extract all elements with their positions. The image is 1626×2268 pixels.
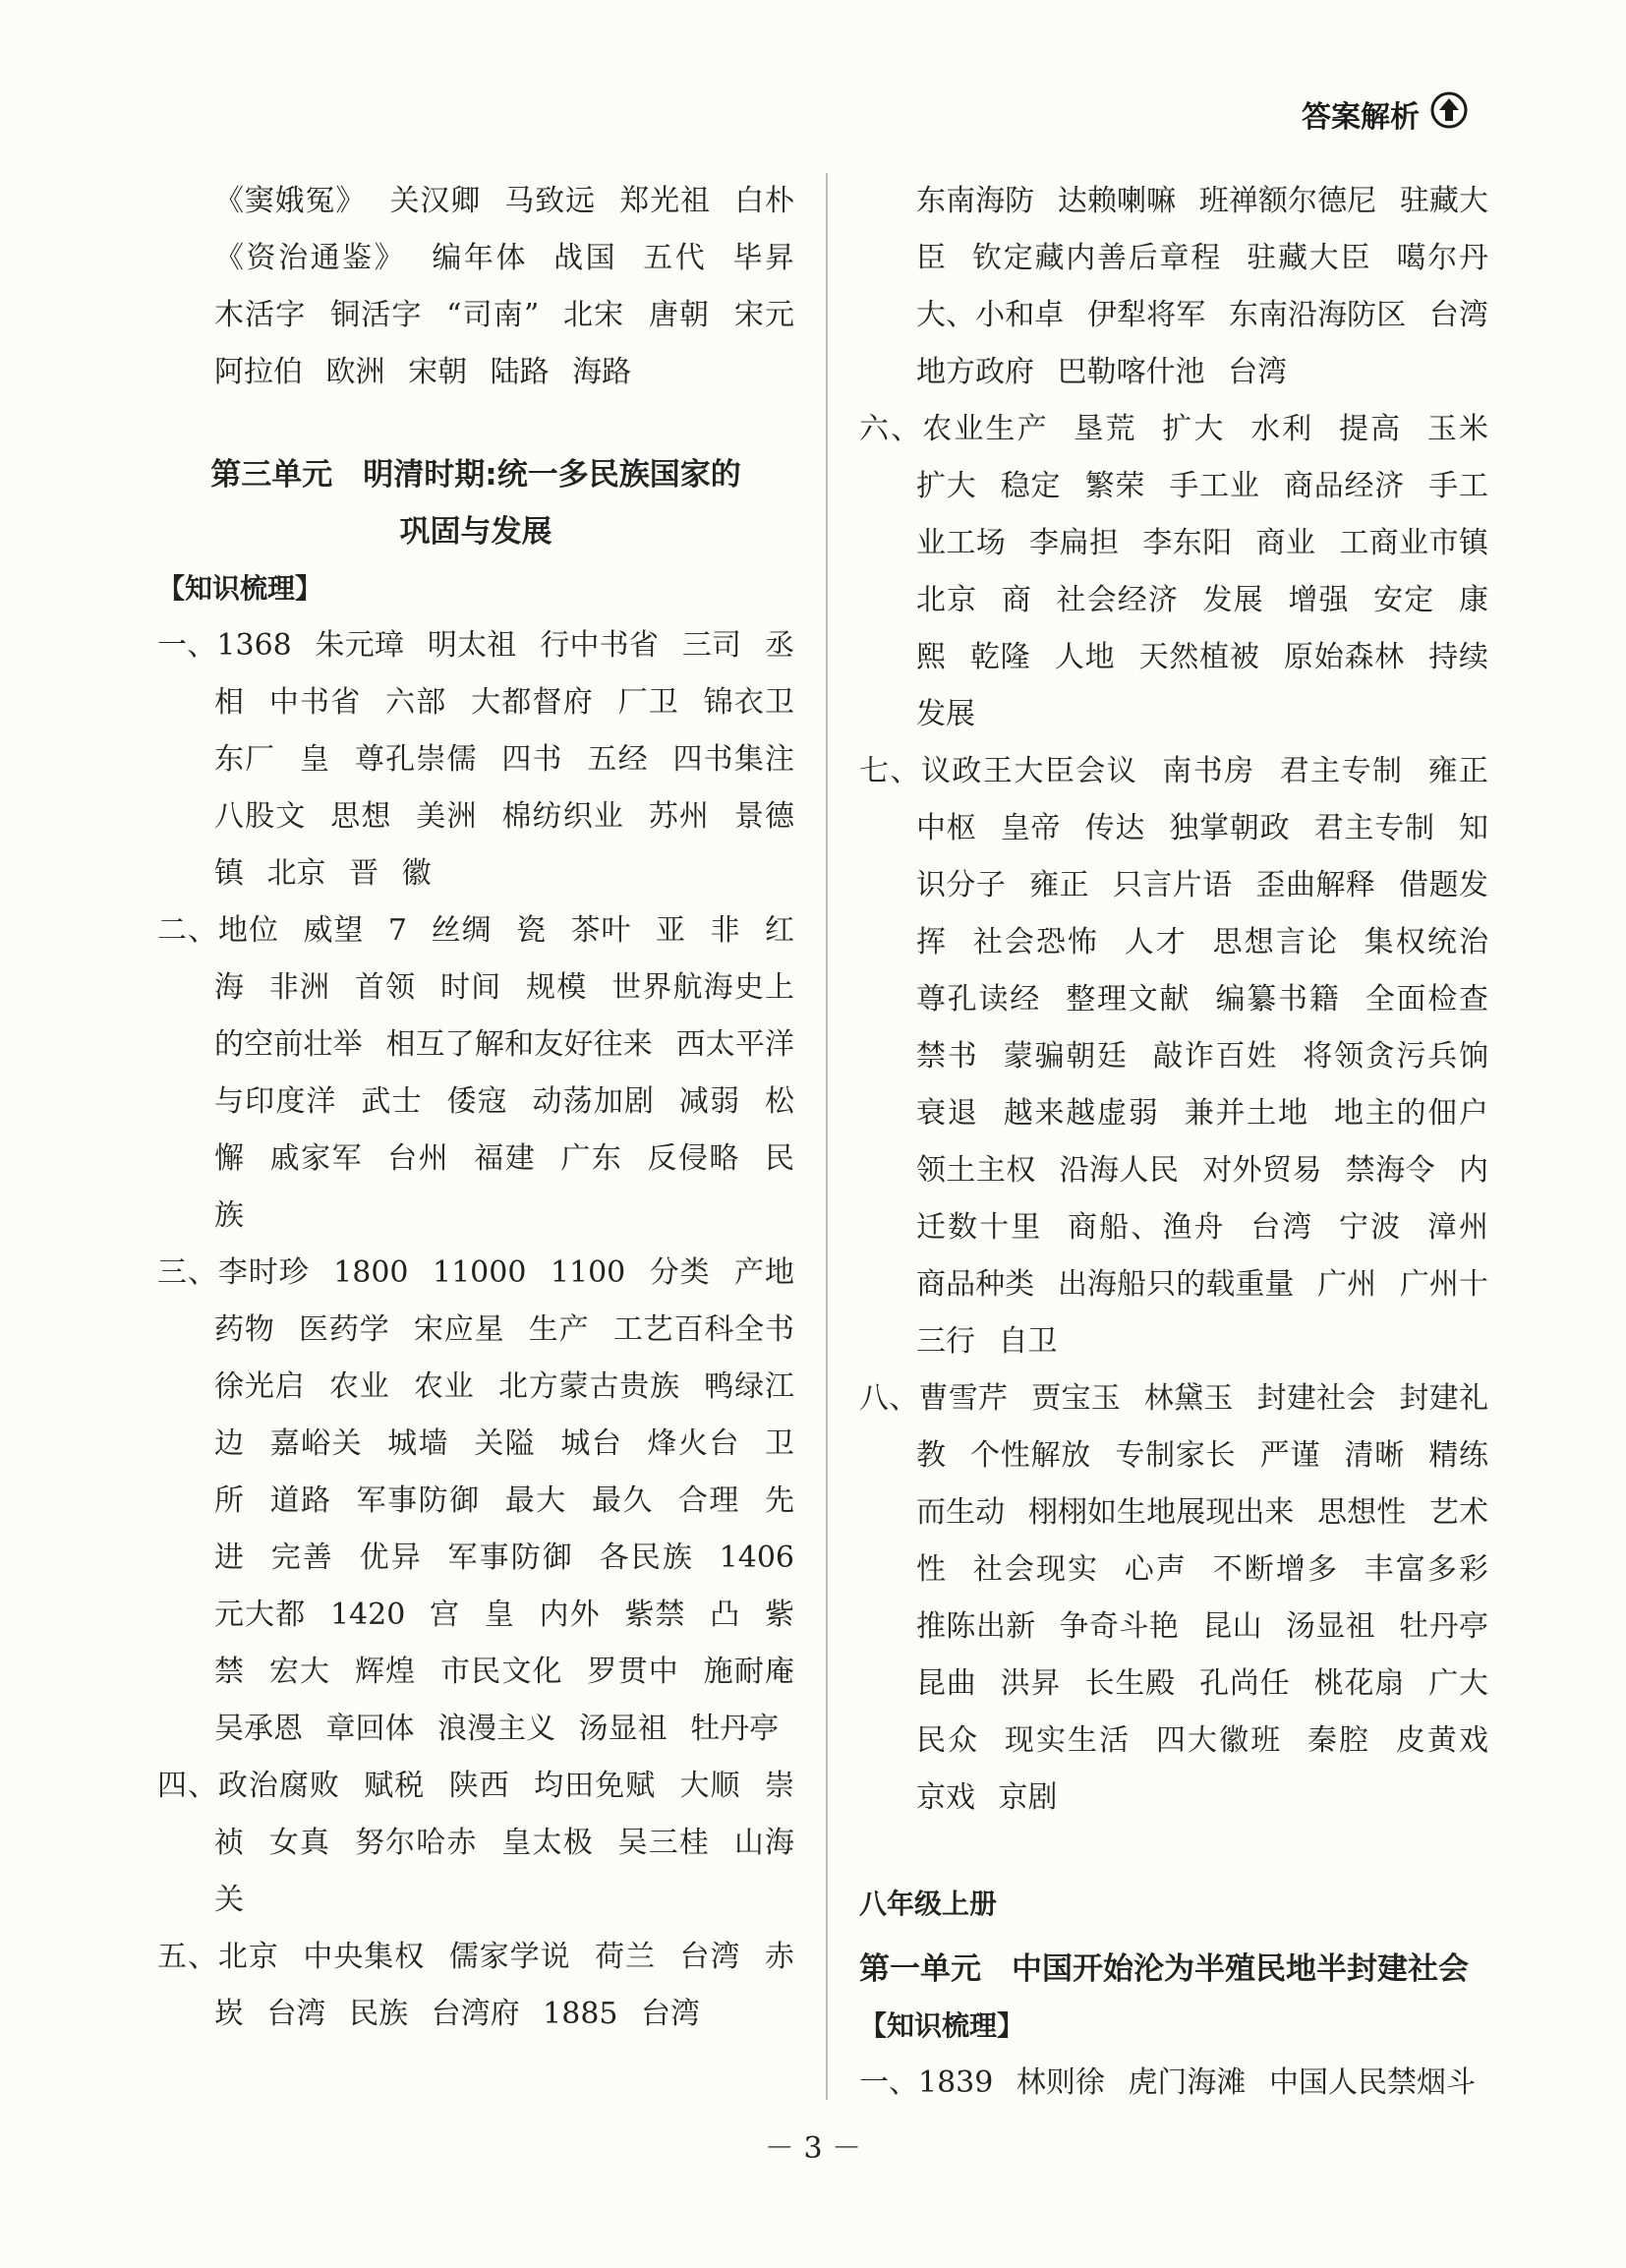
list-item: 六、农业生产 垦荒 扩大 水利 提高 玉米 扩大 稳定 繁荣 手工业 商品经济 手工业工场 李扁担 李东阳 商业 工商业市镇 北京 商 社会经济 发展 增强 安定 康熙 乾隆 人地 天然植被 原始森林 持续发展 xyxy=(859,412,1488,731)
list-item: 三、李时珍 1800 11000 1100 分类 产地 药物 医药学 宋应星 生产 工艺百科全书 徐光启 农业 农业 北方蒙古贵族 鸭绿江边 嘉峪关 城墙 关隘 城台 烽火台 卫所 道路 军事防御 最大 最久 合理 先进 完善 优异 军事防御 各民族 1406 元大都 1420 宫 皇 内外 紫禁 凸 紫禁 宏大 辉煌 市民文化 罗贯中 施耐庵 吴承恩 章回体 浪漫主义 汤显祖 牡丹亭 xyxy=(157,1255,794,1746)
list-item: 四、政治腐败 赋税 陕西 均田免赋 大顺 崇祯 女真 努尔哈赤 皇太极 吴三桂 山海关 xyxy=(157,1769,794,1917)
list-item: 八、曹雪芹 贾宝玉 林黛玉 封建社会 封建礼教 个性解放 专制家长 严谨 清晰 精练而生动 栩栩如生地展现出来 思想性 艺术性 社会现实 心声 不断增多 丰富多彩 推陈出新 争奇斗艳 昆山 汤显祖 牡丹亭 昆曲 洪昇 长生殿 孔尚任 桃花扇 广大民众 现实生活 四大徽班 秦腔 皮黄戏 京戏 京剧 xyxy=(859,1381,1488,1815)
list-item: 一、1839 林则徐 虎门海滩 中国人民禁烟斗 xyxy=(859,2065,1476,2100)
unit-title-line2: 巩固与发展 xyxy=(399,514,552,550)
list-item: 七、议政王大臣会议 南书房 君主专制 雍正 中枢 皇帝 传达 独掌朝政 君主专制 知识分子 雍正 只言片语 歪曲解释 借题发挥 社会恐怖 人才 思想言论 集权统治 尊孔读经 整理文献 编纂书籍 全面检查 禁书 蒙骗朝廷 敲诈百姓 将领贪污兵饷 衰退 越来越虚弱 兼并土地 地主的佃户 领土主权 沿海人民 对外贸易 禁海令 内迁数十里 商船、渔舟 台湾 宁波 漳州 商品种类 出海船只的载重量 广州 广州十三行 自卫 xyxy=(859,754,1488,1359)
page-number: － 3 － xyxy=(764,2131,862,2166)
up-arrow-circle-icon xyxy=(1429,90,1469,138)
grade-heading: 八年级上册 xyxy=(859,1888,998,1920)
left-column xyxy=(157,173,794,2043)
column-divider xyxy=(826,173,828,2100)
right-column xyxy=(859,173,1488,2112)
page-header xyxy=(1302,90,1469,138)
list-item: 二、地位 威望 7 丝绸 瓷 茶叶 亚 非 红海 非洲 首领 时间 规模 世界航海史上的空前壮举 相互了解和友好往来 西太平洋与印度洋 武士 倭寇 动荡加剧 减弱 松懈 戚家军 台州 福建 广东 反侵略 民族 xyxy=(157,913,794,1233)
list-item: 一、1368 朱元璋 明太祖 行中书省 三司 丞相 中书省 六部 大都督府 厂卫 锦衣卫 东厂 皇 尊孔崇儒 四书 五经 四书集注 八股文 思想 美洲 棉纺织业 苏州 景德镇 北京 晋 徽 xyxy=(157,628,794,891)
knowledge-tag: 【知识梳理】 xyxy=(859,2009,1025,2042)
unit-title: 第一单元 中国开始沦为半殖民地半封建社会 xyxy=(859,1951,1469,1987)
unit-title-line1: 第三单元 明清时期:统一多民族国家的 xyxy=(210,457,741,493)
list-item: 五、北京 中央集权 儒家学说 荷兰 台湾 赤崁 台湾 民族 台湾府 1885 台湾 xyxy=(157,1940,794,2031)
knowledge-tag: 【知识梳理】 xyxy=(157,572,323,605)
continuation-paragraph: 东南海防 达赖喇嘛 班禅额尔德尼 驻藏大臣 钦定藏内善后章程 驻藏大臣 噶尔丹 大、小和卓 伊犁将军 东南沿海防区 台湾地方政府 巴勒喀什池 台湾 xyxy=(916,184,1488,389)
header-label: 答案解析 xyxy=(1302,100,1420,135)
intro-paragraph: 《窦娥冤》 关汉卿 马致远 郑光祖 白朴 《资治通鉴》 编年体 战国 五代 毕昇 木活字 铜活字 “司南” 北宋 唐朝 宋元 阿拉伯 欧洲 宋朝 陆路 海路 xyxy=(214,184,794,389)
